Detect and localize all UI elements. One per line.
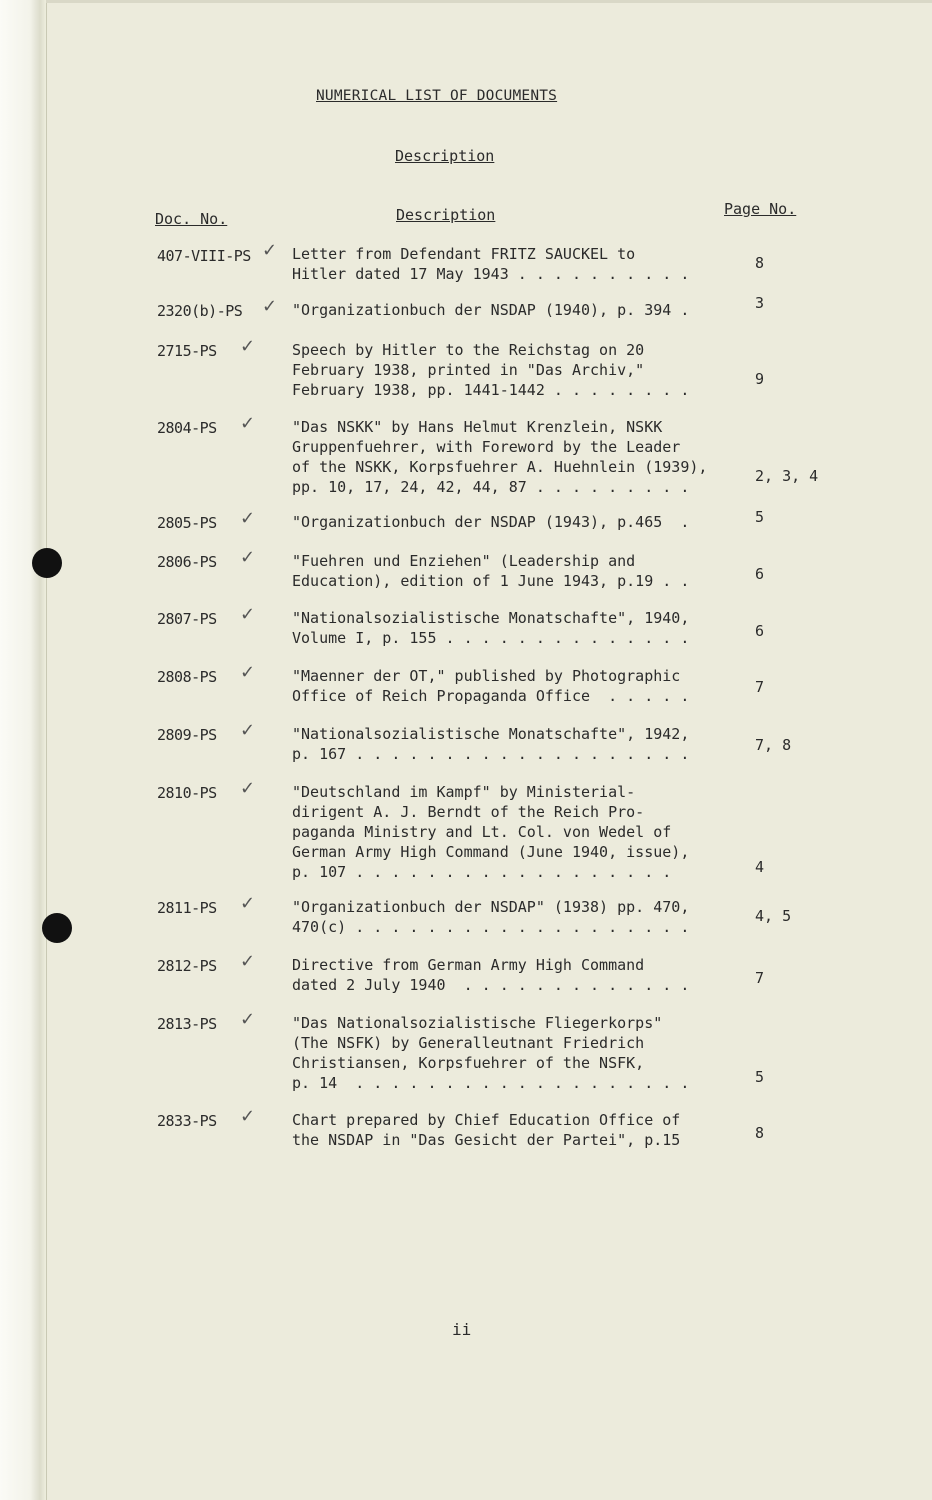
check-mark-icon: ✓ xyxy=(240,413,256,434)
doc-number: 2715-PS xyxy=(157,342,217,360)
page-reference: 6 xyxy=(755,565,765,583)
doc-description: Letter from Defendant FRITZ SAUCKEL to Hitler dated 17 May 1943 . . . . . . . . . . xyxy=(292,245,690,283)
punch-hole xyxy=(42,913,72,943)
check-mark-icon: ✓ xyxy=(240,720,256,741)
page-reference: 9 xyxy=(755,370,765,388)
page-number: ii xyxy=(452,1320,472,1339)
doc-number: 2806-PS xyxy=(157,553,217,571)
check-mark-icon: ✓ xyxy=(240,778,256,799)
doc-description: "Organizationbuch der NSDAP (1943), p.465 . xyxy=(292,513,690,531)
doc-number: 2804-PS xyxy=(157,419,217,437)
doc-number: 2813-PS xyxy=(157,1015,217,1033)
column-header-description: Description xyxy=(396,206,496,224)
page-reference: 8 xyxy=(755,254,765,272)
doc-description: "Das NSKK" by Hans Helmut Krenzlein, NSKK Gruppenfuehrer, with Foreword by the Leader of the NSKK, Korpsfuehrer A. Huehnlein (1939), pp. 10, 17, 24, 42, 44, 87 . . . . . . . . . xyxy=(292,418,708,496)
doc-number: 2809-PS xyxy=(157,726,217,744)
check-mark-icon: ✓ xyxy=(240,508,256,529)
page-reference: 2, 3, 4 xyxy=(755,467,819,485)
check-mark-icon: ✓ xyxy=(240,1106,256,1127)
check-mark-icon: ✓ xyxy=(240,336,256,357)
page-reference: 7 xyxy=(755,678,765,696)
doc-description: Speech by Hitler to the Reichstag on 20 February 1938, printed in "Das Archiv," February 1938, pp. 1441-1442 . . . . . . . . xyxy=(292,341,690,399)
doc-description: Directive from German Army High Command dated 2 July 1940 . . . . . . . . . . . . . xyxy=(292,956,690,994)
check-mark-icon: ✓ xyxy=(262,240,278,261)
doc-description: "Organizationbuch der NSDAP (1940), p. 394 . xyxy=(292,301,690,319)
page-left-edge xyxy=(0,0,47,1500)
doc-number: 2810-PS xyxy=(157,784,217,802)
page-reference: 5 xyxy=(755,1068,765,1086)
page-reference: 5 xyxy=(755,508,765,526)
page-top-edge xyxy=(46,0,932,3)
doc-description: "Organizationbuch der NSDAP" (1938) pp. 470, 470(c) . . . . . . . . . . . . . . . . . . . xyxy=(292,898,690,936)
doc-number: 2808-PS xyxy=(157,668,217,686)
doc-number: 407-VIII-PS xyxy=(157,247,251,265)
doc-number: 2811-PS xyxy=(157,899,217,917)
check-mark-icon: ✓ xyxy=(240,662,256,683)
page-reference: 4 xyxy=(755,858,765,876)
doc-description: "Nationalsozialistische Monatschafte", 1942, p. 167 . . . . . . . . . . . . . . . . . . . xyxy=(292,725,690,763)
doc-description: Chart prepared by Chief Education Office of the NSDAP in "Das Gesicht der Partei", p.15 xyxy=(292,1111,681,1149)
doc-description: "Fuehren und Enziehen" (Leadership and Education), edition of 1 June 1943, p.19 . . xyxy=(292,552,690,590)
column-header-doc-no: Doc. No. xyxy=(155,210,228,228)
doc-description: "Deutschland im Kampf" by Ministerial- dirigent A. J. Berndt of the Reich Pro- paganda Ministry and Lt. Col. von Wedel of German Army High Command (June 1940, issue), p. 107 . . . . . . . . . . . . . . . . . . xyxy=(292,783,690,881)
page-reference: 3 xyxy=(755,294,765,312)
page-reference: 8 xyxy=(755,1124,765,1142)
page-reference: 6 xyxy=(755,622,765,640)
check-mark-icon: ✓ xyxy=(262,296,278,317)
punch-hole xyxy=(32,548,62,578)
doc-number: 2320(b)-PS xyxy=(157,302,243,320)
check-mark-icon: ✓ xyxy=(240,604,256,625)
page-reference: 7, 8 xyxy=(755,736,792,754)
page-title: NUMERICAL LIST OF DOCUMENTS xyxy=(316,88,558,104)
column-header-page-no: Page No. xyxy=(724,200,797,218)
check-mark-icon: ✓ xyxy=(240,1009,256,1030)
check-mark-icon: ✓ xyxy=(240,951,256,972)
doc-description: "Maenner der OT," published by Photographic Office of Reich Propaganda Office . . . . . xyxy=(292,667,690,705)
doc-number: 2812-PS xyxy=(157,957,217,975)
doc-number: 2805-PS xyxy=(157,514,217,532)
page-subtitle: Description xyxy=(395,147,495,165)
check-mark-icon: ✓ xyxy=(240,547,256,568)
page-reference: 4, 5 xyxy=(755,907,792,925)
check-mark-icon: ✓ xyxy=(240,893,256,914)
doc-description: "Nationalsozialistische Monatschafte", 1940, Volume I, p. 155 . . . . . . . . . . . . . . xyxy=(292,609,690,647)
doc-number: 2807-PS xyxy=(157,610,217,628)
doc-number: 2833-PS xyxy=(157,1112,217,1130)
doc-description: "Das Nationalsozialistische Fliegerkorps" (The NSFK) by Generalleutnant Friedrich Christiansen, Korpsfuehrer of the NSFK, p. 14 . . . . . . . . . . . . . . . . . . . xyxy=(292,1014,690,1092)
page-reference: 7 xyxy=(755,969,765,987)
